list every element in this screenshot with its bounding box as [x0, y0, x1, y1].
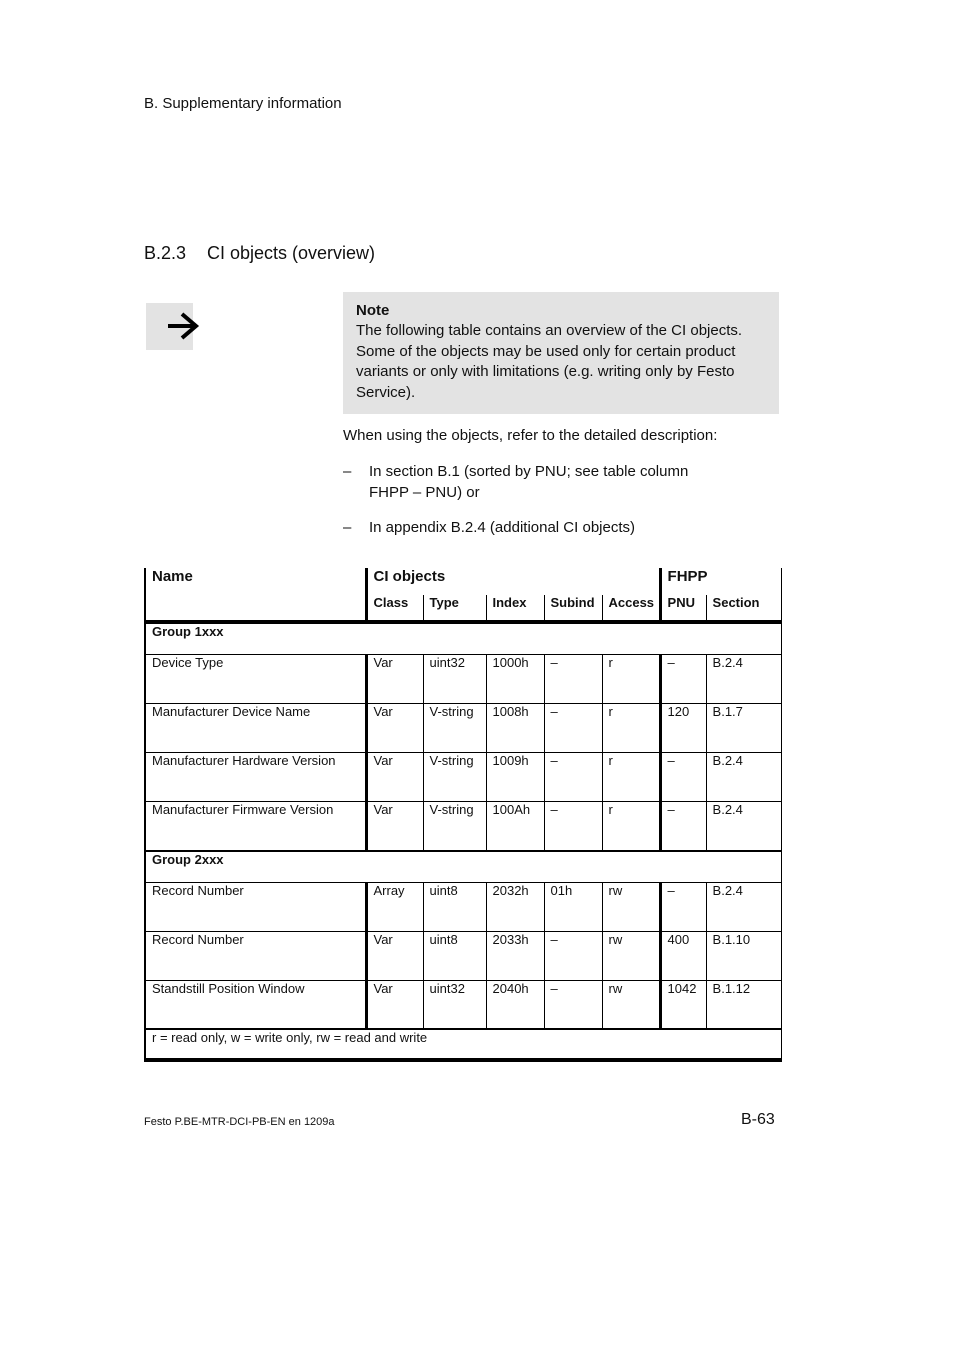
- cell-subind: 01h: [544, 882, 602, 931]
- table-row: [145, 753, 781, 802]
- section-number: B.2.3: [144, 243, 187, 263]
- table-row: [145, 704, 781, 753]
- cell-type: uint8: [423, 882, 486, 931]
- cell-class: Var: [366, 980, 423, 1029]
- intro-text: When using the objects, refer to the detailed description:: [343, 427, 718, 444]
- cell-access: rw: [602, 931, 660, 980]
- cell-type: V-string: [423, 753, 486, 802]
- cell-index: 2033h: [486, 931, 544, 980]
- table-row: [145, 980, 781, 1029]
- cell-section: B.1.10: [706, 931, 781, 980]
- column-header: Section: [706, 595, 781, 622]
- cell-index: 100Ah: [486, 802, 544, 851]
- cell-access: r: [602, 753, 660, 802]
- cell-section: B.2.4: [706, 882, 781, 931]
- header-blank: [145, 595, 366, 622]
- column-header: Access: [602, 595, 660, 622]
- cell-class: Array: [366, 882, 423, 931]
- note-heading: Note: [356, 302, 390, 319]
- cell-access: rw: [602, 882, 660, 931]
- note-line: Service).: [356, 383, 416, 401]
- cell-access: r: [602, 655, 660, 704]
- cell-class: Var: [366, 753, 423, 802]
- column-header: Class: [366, 595, 423, 622]
- cell-index: 1009h: [486, 753, 544, 802]
- cell-name: Record Number: [145, 931, 366, 980]
- note-line: Some of the objects may be used only for certain product: [356, 342, 736, 360]
- cell-subind: –: [544, 931, 602, 980]
- arrow-right-icon: [166, 311, 200, 341]
- cell-type: uint32: [423, 980, 486, 1029]
- cell-subind: –: [544, 704, 602, 753]
- cell-name: Record Number: [145, 882, 366, 931]
- cell-pnu: –: [660, 802, 706, 851]
- cell-name: Manufacturer Firmware Version: [145, 802, 366, 851]
- cell-access: rw: [602, 980, 660, 1029]
- cell-subind: –: [544, 980, 602, 1029]
- cell-subind: –: [544, 655, 602, 704]
- column-header: Type: [423, 595, 486, 622]
- cell-class: Var: [366, 802, 423, 851]
- cell-access: r: [602, 802, 660, 851]
- table-row: [145, 802, 781, 851]
- cell-section: B.2.4: [706, 655, 781, 704]
- cell-name: Device Type: [145, 655, 366, 704]
- cell-name: Standstill Position Window: [145, 980, 366, 1029]
- cell-index: 2032h: [486, 882, 544, 931]
- group-label: Group 1xxx: [145, 622, 781, 655]
- note-arrow-panel: [146, 303, 193, 350]
- table-row: [145, 655, 781, 704]
- cell-class: Var: [366, 931, 423, 980]
- ci-objects-table: [144, 568, 782, 1062]
- column-header: Index: [486, 595, 544, 622]
- cell-subind: –: [544, 802, 602, 851]
- cell-section: B.1.12: [706, 980, 781, 1029]
- bullet-line: In section B.1 (sorted by PNU; see table column: [369, 463, 689, 480]
- page-number: B-63: [741, 1111, 775, 1128]
- cell-pnu: –: [660, 753, 706, 802]
- cell-type: V-string: [423, 802, 486, 851]
- column-header: Subind: [544, 595, 602, 622]
- table-row: [145, 931, 781, 980]
- cell-type: uint8: [423, 931, 486, 980]
- cell-section: B.1.7: [706, 704, 781, 753]
- bullet-item: [343, 461, 729, 503]
- header-name: Name: [145, 568, 366, 595]
- cell-pnu: 1042: [660, 980, 706, 1029]
- table-row: [145, 882, 781, 931]
- cell-name: Manufacturer Hardware Version: [145, 753, 366, 802]
- note-line: variants or only with limitations (e.g. writing only by Festo: [356, 363, 735, 381]
- cell-type: uint32: [423, 655, 486, 704]
- bullet-line: In appendix B.2.4 (additional CI objects): [369, 519, 635, 536]
- cell-pnu: 120: [660, 704, 706, 753]
- bullet-dash: –: [343, 463, 352, 480]
- cell-type: V-string: [423, 704, 486, 753]
- cell-section: B.2.4: [706, 802, 781, 851]
- running-head: B. Supplementary information: [144, 95, 342, 112]
- bullet-item: [343, 517, 729, 538]
- cell-name: Manufacturer Device Name: [145, 704, 366, 753]
- cell-index: 1008h: [486, 704, 544, 753]
- cell-pnu: –: [660, 882, 706, 931]
- header-ci-objects: CI objects: [366, 568, 660, 595]
- section-title: CI objects (overview): [207, 243, 376, 263]
- cell-section: B.2.4: [706, 753, 781, 802]
- header-fhpp: FHPP: [660, 568, 781, 595]
- cell-index: 2040h: [486, 980, 544, 1029]
- bullet-dash: –: [343, 519, 352, 536]
- table-footnote: r = read only, w = write only, rw = read and write: [145, 1029, 781, 1060]
- cell-subind: –: [544, 753, 602, 802]
- note-line: The following table contains an overview of the CI objects.: [356, 322, 743, 340]
- cell-index: 1000h: [486, 655, 544, 704]
- group-label: Group 2xxx: [145, 851, 781, 883]
- note-box: [343, 292, 779, 414]
- section-heading: [144, 243, 375, 264]
- column-header: PNU: [660, 595, 706, 622]
- cell-pnu: 400: [660, 931, 706, 980]
- footer-doc-id: Festo P.BE-MTR-DCI-PB-EN en 1209a: [144, 1116, 335, 1128]
- bullet-line: FHPP – PNU) or: [369, 484, 480, 501]
- cell-class: Var: [366, 704, 423, 753]
- cell-pnu: –: [660, 655, 706, 704]
- cell-class: Var: [366, 655, 423, 704]
- cell-access: r: [602, 704, 660, 753]
